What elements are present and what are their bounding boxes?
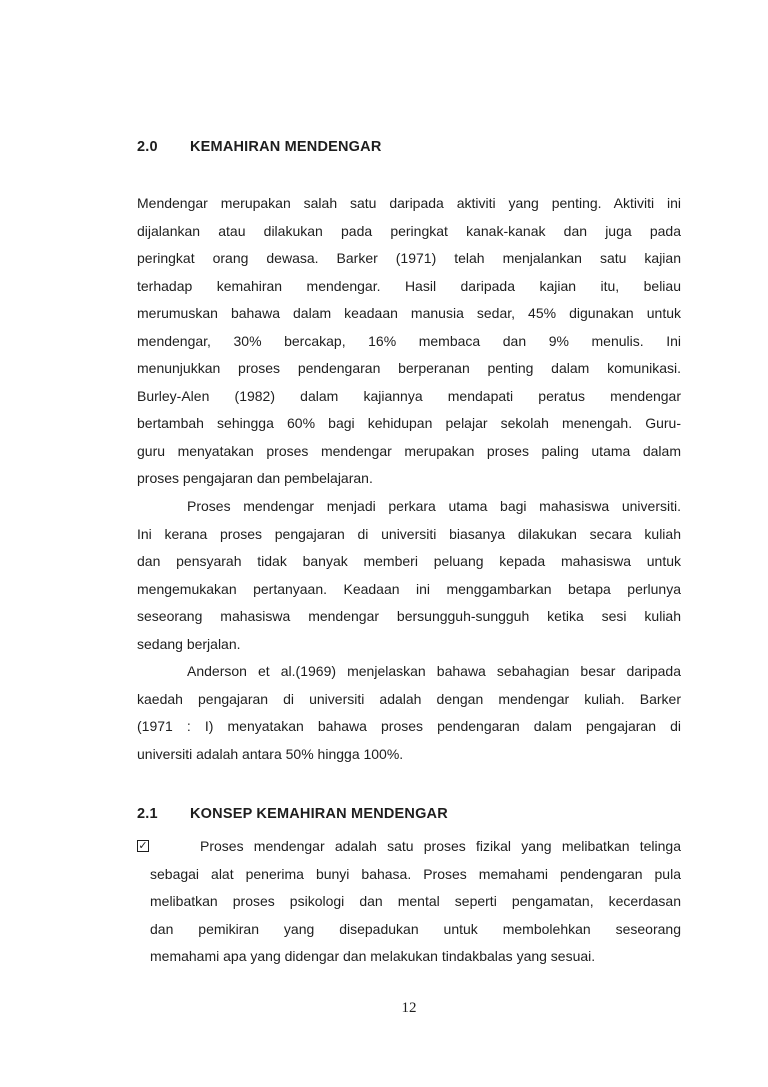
paragraph-1	[137, 190, 681, 493]
text-line: guru menyatakan proses mendengar merupakan proses paling utama dalam	[137, 442, 681, 459]
text-line: proses pengajaran dan pembelajaran.	[137, 470, 373, 486]
text-line: Proses mendengar menjadi perkara utama bagi mahasiswa universiti.	[187, 498, 681, 514]
text-line: dijalankan atau dilakukan pada peringkat kanak-kanak dan juga pada	[137, 222, 681, 239]
text-line: seseorang mahasiswa mendengar bersungguh-sungguh ketika sesi kuliah	[137, 608, 681, 624]
section-title: KEMAHIRAN MENDENGAR	[190, 139, 382, 155]
text-line: sebagai alat penerima bunyi bahasa. Proses memahami pendengaran pula	[150, 865, 681, 882]
text-line: kaedah pengajaran di universiti adalah dengan mendengar kuliah. Barker	[137, 690, 681, 707]
text-line: (1971 : I) menyatakan bahawa proses pendengaran dalam pengajaran di	[137, 718, 681, 734]
checkbox-paragraph-lines	[150, 833, 681, 971]
section-title: KONSEP KEMAHIRAN MENDENGAR	[190, 806, 448, 822]
paragraph-3	[137, 658, 681, 768]
section-number: 2.1	[137, 806, 158, 822]
text-line: sedang berjalan.	[137, 635, 241, 652]
text-line: Proses mendengar adalah satu proses fizikal yang melibatkan telinga	[200, 838, 681, 854]
text-line: Anderson et al.(1969) menjelaskan bahawa sebahagian besar daripada	[187, 663, 681, 679]
text-line: terhadap kemahiran mendengar. Hasil daripada kajian itu, beliau	[137, 277, 681, 294]
text-line: merumuskan bahawa dalam keadaan manusia sedar, 45% digunakan untuk	[137, 305, 681, 321]
section-heading-2-0	[137, 139, 681, 155]
text-line: peringkat orang dewasa. Barker (1971) telah menjalankan satu kajian	[137, 250, 681, 266]
text-line: bertambah sehingga 60% bagi kehidupan pelajar sekolah menengah. Guru-	[137, 415, 681, 431]
text-line: Ini kerana proses pengajaran di universiti biasanya dilakukan secara kuliah	[137, 525, 681, 542]
text-line: dan pensyarah tidak banyak memberi peluang kepada mahasiswa untuk	[137, 553, 681, 569]
text-line: Mendengar merupakan salah satu daripada aktiviti yang penting. Aktiviti ini	[137, 195, 681, 211]
text-line: dan pemikiran yang disepadukan untuk membolehkan seseorang	[150, 920, 681, 937]
text-line: mengemukakan pertanyaan. Keadaan ini menggambarkan betapa perlunya	[137, 580, 681, 597]
checked-checkbox-icon: ✓	[138, 839, 148, 852]
checkbox-paragraph	[137, 833, 681, 971]
text-line: memahami apa yang didengar dan melakukan tindakbalas yang sesuai.	[150, 948, 596, 964]
section-heading-2-1	[137, 806, 681, 822]
page-number: 12	[401, 1000, 417, 1016]
text-line: menunjukkan proses pendengaran berperanan penting dalam komunikasi.	[137, 360, 681, 376]
text-line: Burley-Alen (1982) dalam kajiannya mendapati peratus mendengar	[137, 387, 681, 404]
text-line: universiti adalah antara 50% hingga 100%.	[137, 745, 404, 762]
section-number: 2.0	[137, 139, 158, 155]
text-line: mendengar, 30% bercakap, 16% membaca dan 9% menulis. Ini	[137, 332, 681, 349]
paragraph-2	[137, 493, 681, 658]
text-line: melibatkan proses psikologi dan mental seperti pengamatan, kecerdasan	[150, 893, 681, 909]
